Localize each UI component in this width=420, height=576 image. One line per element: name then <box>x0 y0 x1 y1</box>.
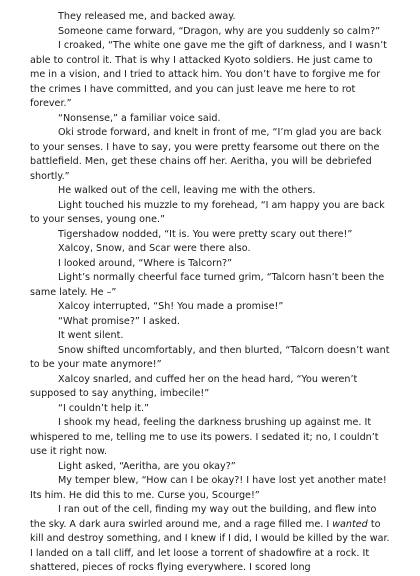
paragraph: “I couldn’t help it.” <box>58 402 150 414</box>
paragraph: My temper blew, “How can I be okay?! I have lost yet another mate! Its him. He did this to me. Curse you, Scourge!” <box>30 475 387 501</box>
paragraph: Tigershadow nodded, “It is. You were pretty scary out there!” <box>58 228 353 240</box>
paragraph: He walked out of the cell, leaving me with the others. <box>58 185 316 196</box>
paragraph-text: I ran out of the cell, finding my way out the building, and flew into the sky. A dark aura swirled around me, and a rage filled me. I <box>30 504 377 530</box>
paragraph <box>30 503 390 576</box>
paragraph: Oki strode forward, and knelt in front of me, “I’m glad you are back to your senses. I have to say, you were pretty fearsome out there on the battlefield. Men, get these chains off her. Aeritha, you will be debriefed shortly.” <box>30 127 382 182</box>
paragraph: Xalcoy interrupted, “Sh! You made a promise!” <box>58 301 284 312</box>
paragraph: “What promise?” I asked. <box>58 315 180 327</box>
paragraph: Someone came forward, “Dragon, why are you suddenly so calm?” <box>58 25 381 37</box>
paragraph: I looked around, “Where is Talcorn?” <box>58 257 233 269</box>
emphasized-word: wanted <box>332 518 368 530</box>
paragraph: “Nonsense,” a familiar voice said. <box>58 112 221 124</box>
paragraph: Light touched his muzzle to my forehead, “I am happy you are back to your senses, young one.” <box>30 199 385 225</box>
paragraph-text: to kill and destroy something, and I knew if I did, I would be killed by the war. I landed on a tall cliff, and let loose a torrent of shadowfire at a rock. It shattered, pieces of rocks flying everywhere. I scored long <box>30 518 390 573</box>
paragraph: Light’s normally cheerful face turned grim, “Talcorn hasn’t been the same lately. He –” <box>30 272 385 298</box>
paragraph: They released me, and backed away. <box>58 11 236 22</box>
paragraph: Snow shifted uncomfortably, and then blurted, “Talcorn doesn’t want to be your mate anymore!” <box>30 344 390 370</box>
paragraph: Light asked, “Aeritha, are you okay?” <box>58 460 236 472</box>
paragraph: I shook my head, feeling the darkness brushing up against me. It whispered to me, telling me to use its powers. I sedated it; no, I couldn’t use it right now. <box>30 417 379 457</box>
paragraph: Xalcoy snarled, and cuffed her on the head hard, “You weren’t supposed to say anything, imbecile!” <box>30 373 358 399</box>
paragraph: I croaked, “The white one gave me the gift of darkness, and I wasn’t able to control it. That is why I attacked Kyoto soldiers. He just came to me in a vision, and I tried to attack him. You don’t have to forgive me for the crimes I have committed, and you can just leave me here to rot forever.” <box>30 40 387 109</box>
paragraph: It went silent. <box>58 330 124 341</box>
paragraph: Xalcoy, Snow, and Scar were there also. <box>58 243 251 254</box>
